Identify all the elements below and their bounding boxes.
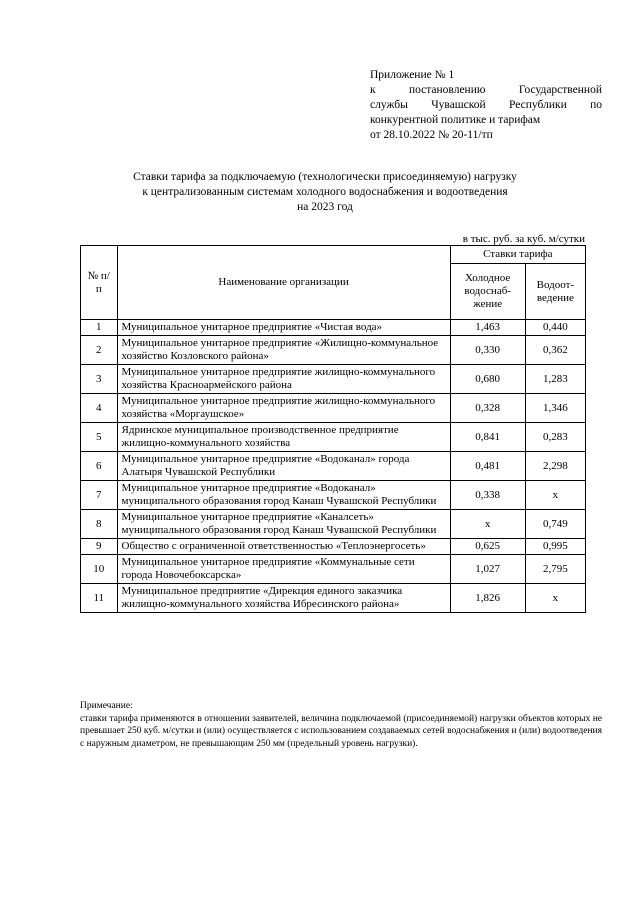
appendix-block bbox=[370, 68, 602, 143]
table-row bbox=[81, 539, 586, 555]
appendix-line-3 bbox=[370, 98, 602, 113]
row-num: 8 bbox=[81, 510, 118, 539]
row-name: Общество с ограниченной ответственностью «Теплоэнергосеть» bbox=[117, 539, 450, 555]
row-waste-rate: 1,346 bbox=[525, 394, 585, 423]
appendix-word: Государственной bbox=[518, 84, 602, 96]
appendix-line-4: конкурентной политике и тарифам bbox=[370, 114, 541, 126]
row-num: 11 bbox=[81, 584, 118, 613]
row-waste-rate: 0,749 bbox=[525, 510, 585, 539]
table-row bbox=[81, 481, 586, 510]
row-cold-rate: 1,027 bbox=[450, 555, 525, 584]
table-row bbox=[81, 320, 586, 336]
row-waste-rate: 1,283 bbox=[525, 365, 585, 394]
row-num: 9 bbox=[81, 539, 118, 555]
title-line-3: на 2023 год bbox=[297, 201, 353, 213]
row-cold-rate: 0,338 bbox=[450, 481, 525, 510]
appendix-word: постановлению bbox=[408, 84, 486, 96]
table-row bbox=[81, 423, 586, 452]
row-name: Муниципальное унитарное предприятие жилищно-коммунального хозяйства «Моргаушское» bbox=[117, 394, 450, 423]
appendix-word: к bbox=[370, 84, 376, 96]
row-waste-rate: х bbox=[525, 481, 585, 510]
row-num: 6 bbox=[81, 452, 118, 481]
note-body: ставки тарифа применяются в отношении заявителей, величина подключаемой (присоединяемой) нагрузки объектов которых не превышает 250 куб. м/сутки и (или) осуществляется с использованием создаваемых сетей водоснабжения и (или) водоотведения с наружным диаметром, не превышающим 250 мм (предельный уровень нагрузки). bbox=[80, 713, 602, 749]
table-row bbox=[81, 510, 586, 539]
appendix-word: службы bbox=[370, 99, 408, 111]
document-title bbox=[80, 170, 570, 215]
appendix-word: Чувашской bbox=[431, 99, 486, 111]
note-block bbox=[80, 700, 602, 750]
appendix-line-2 bbox=[370, 83, 602, 98]
row-cold-rate: 0,625 bbox=[450, 539, 525, 555]
row-waste-rate: 2,298 bbox=[525, 452, 585, 481]
row-name: Ядринское муниципальное производственное предприятие жилищно-коммунального хозяйства bbox=[117, 423, 450, 452]
row-num: 7 bbox=[81, 481, 118, 510]
table-row bbox=[81, 555, 586, 584]
row-name: Муниципальное унитарное предприятие «Водоканал» муниципального образования город Канаш Чувашской Республики bbox=[117, 481, 450, 510]
row-num: 4 bbox=[81, 394, 118, 423]
row-name: Муниципальное унитарное предприятие «Жилищно-коммунальное хозяйство Козловского района» bbox=[117, 336, 450, 365]
table-body bbox=[81, 320, 586, 613]
row-cold-rate: 1,463 bbox=[450, 320, 525, 336]
table-row bbox=[81, 365, 586, 394]
appendix-word: по bbox=[590, 99, 602, 111]
row-waste-rate: 0,995 bbox=[525, 539, 585, 555]
appendix-line-1: Приложение № 1 bbox=[370, 69, 455, 81]
row-name: Муниципальное унитарное предприятие жилищно-коммунального хозяйства Красноармейского района bbox=[117, 365, 450, 394]
header-num: № п/п bbox=[81, 246, 118, 320]
title-line-2: к централизованным системам холодного водоснабжения и водоотведения bbox=[142, 186, 508, 198]
appendix-line-5: от 28.10.2022 № 20-11/тп bbox=[370, 129, 493, 141]
table-row bbox=[81, 394, 586, 423]
row-waste-rate: х bbox=[525, 584, 585, 613]
appendix-word: Республики bbox=[509, 99, 567, 111]
header-rates-group: Ставки тарифа bbox=[450, 246, 585, 264]
row-num: 2 bbox=[81, 336, 118, 365]
row-cold-rate: 0,330 bbox=[450, 336, 525, 365]
header-cold: Холодное водоснаб-жение bbox=[450, 264, 525, 320]
row-name: Муниципальное предприятие «Дирекция единого заказчика жилищно-коммунального хозяйства Ибресинского района» bbox=[117, 584, 450, 613]
row-cold-rate: 0,328 bbox=[450, 394, 525, 423]
row-cold-rate: 0,841 bbox=[450, 423, 525, 452]
row-waste-rate: 2,795 bbox=[525, 555, 585, 584]
row-cold-rate: х bbox=[450, 510, 525, 539]
row-num: 5 bbox=[81, 423, 118, 452]
row-name: Муниципальное унитарное предприятие «Водоканал» города Алатыря Чувашской Республики bbox=[117, 452, 450, 481]
row-name: Муниципальное унитарное предприятие «Коммунальные сети города Новочебоксарска» bbox=[117, 555, 450, 584]
row-name: Муниципальное унитарное предприятие «Каналсеть» муниципального образования город Канаш Чувашской Республики bbox=[117, 510, 450, 539]
row-waste-rate: 0,283 bbox=[525, 423, 585, 452]
row-num: 1 bbox=[81, 320, 118, 336]
row-cold-rate: 0,481 bbox=[450, 452, 525, 481]
row-num: 10 bbox=[81, 555, 118, 584]
table-row bbox=[81, 336, 586, 365]
row-num: 3 bbox=[81, 365, 118, 394]
table-row bbox=[81, 452, 586, 481]
row-cold-rate: 0,680 bbox=[450, 365, 525, 394]
row-waste-rate: 0,440 bbox=[525, 320, 585, 336]
row-cold-rate: 1,826 bbox=[450, 584, 525, 613]
table-row bbox=[81, 584, 586, 613]
header-name: Наименование организации bbox=[117, 246, 450, 320]
units-label: в тыс. руб. за куб. м/сутки bbox=[462, 233, 585, 245]
row-name: Муниципальное унитарное предприятие «Чистая вода» bbox=[117, 320, 450, 336]
row-waste-rate: 0,362 bbox=[525, 336, 585, 365]
title-line-1: Ставки тарифа за подключаемую (технологически присоединяемую) нагрузку bbox=[133, 171, 517, 183]
note-heading: Примечание: bbox=[80, 701, 133, 711]
header-waste: Водоот-ведение bbox=[525, 264, 585, 320]
tariff-table bbox=[80, 245, 586, 613]
